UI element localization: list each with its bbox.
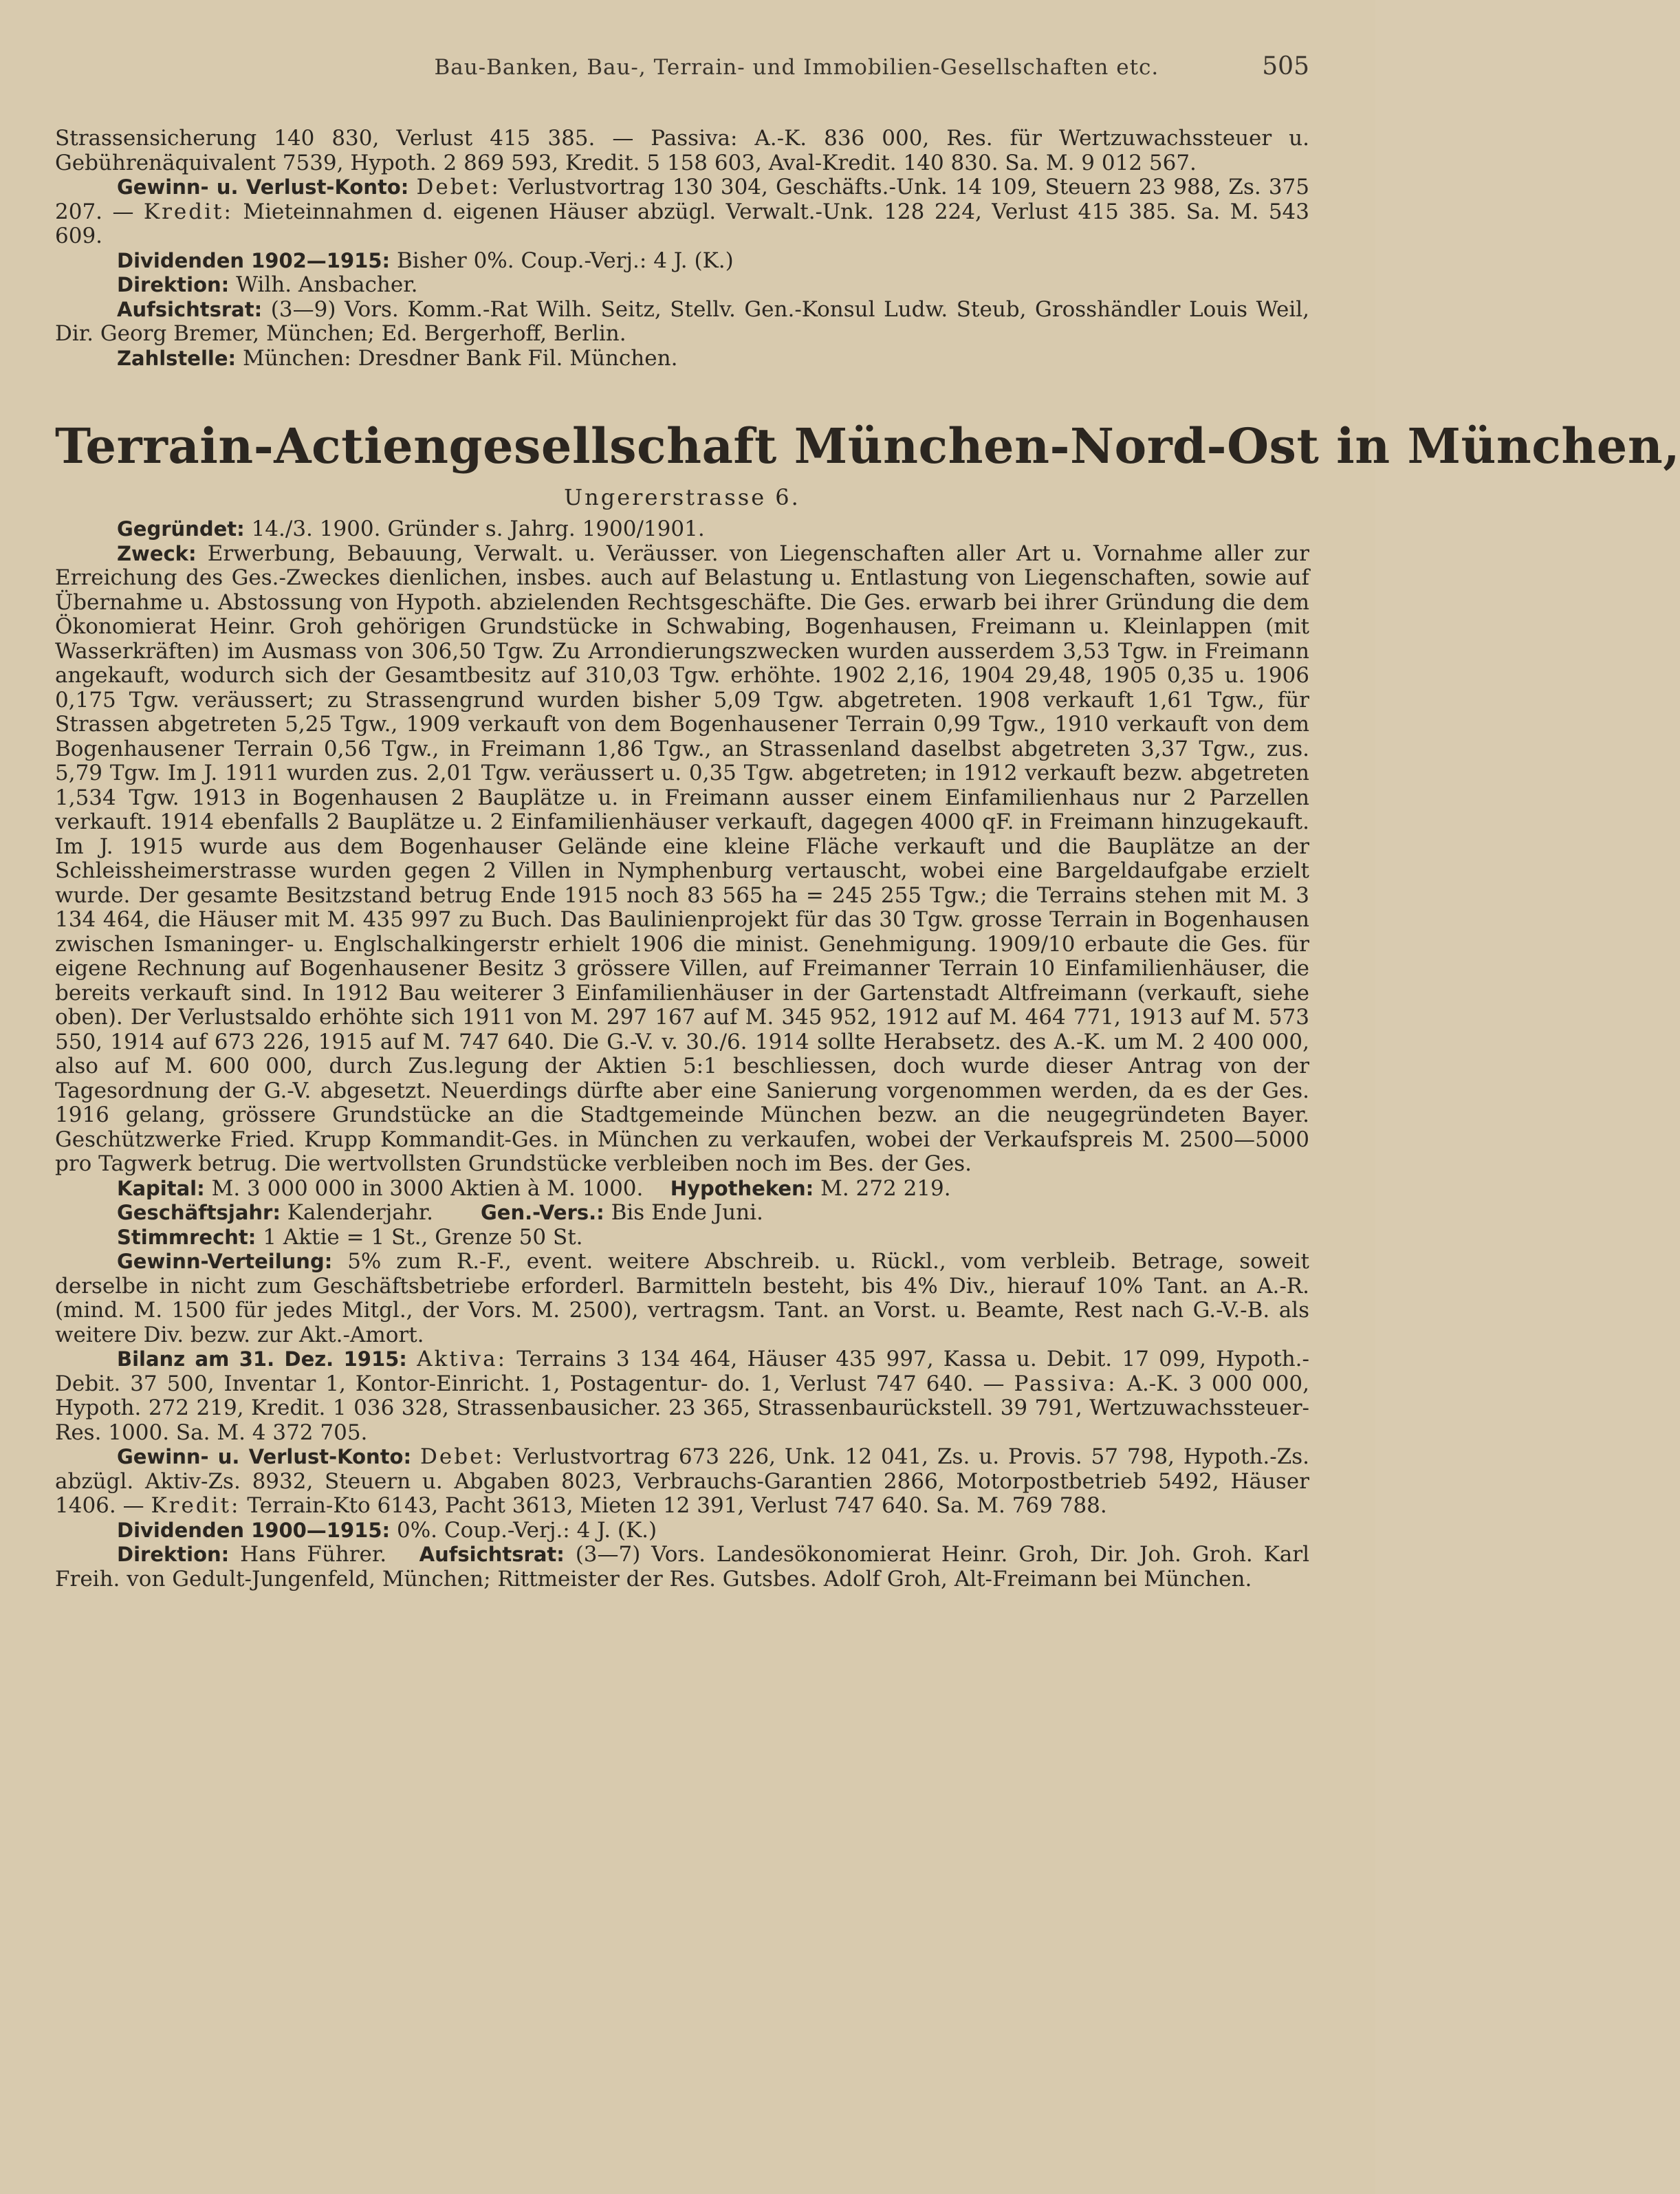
bilanz-passiva-text: A.-K. 3 000 000, Hypoth. 272 219, Kredit. 1 036 328, Strassenbausicher. 23 365, Strassenbaurückstell. 39 791, Wertzuwachssteuer-Res. 1000. Sa. M. 4 372 705. [55, 1371, 1309, 1445]
running-header [55, 52, 1309, 100]
dividenden-label: Dividenden 1900—1915: [117, 1518, 391, 1542]
zweck-paragraph [55, 542, 1309, 1177]
kapital-paragraph [55, 1177, 1309, 1202]
guv-label: Gewinn- u. Verlust-Konto: [117, 1445, 412, 1468]
running-title: Bau-Banken, Bau-, Terrain- und Immobilien-Gesellschaften etc. [434, 55, 1159, 80]
bilanz-label: Bilanz am 31. Dez. 1915: [117, 1347, 407, 1371]
prev-guv-debet: Debet: [416, 175, 501, 199]
bilanz-aktiva-label: Aktiva: [417, 1347, 508, 1371]
prev-dividenden-label: Dividenden 1902—1915: [117, 248, 391, 272]
prev-aufsichtsrat-paragraph [55, 298, 1309, 347]
guv-kredit-text: Terrain-Kto 6143, Pacht 3613, Mieten 12 391, Verlust 747 640. Sa. M. 769 788. [247, 1493, 1107, 1518]
page-number: 505 [1262, 52, 1309, 80]
aufsichtsrat-label: Aufsichtsrat: [419, 1543, 565, 1566]
company-address: Ungererstrasse 6. [564, 484, 800, 510]
bilanz-aktiva-text: Terrains 3 134 464, Häuser 435 997, Kassa u. Debit. 17 099, Hypoth.-Debit. 37 500, Inventar 1, Kontor-Einricht. 1, Postagentur- do. 1, Verlust 747 640. — [55, 1347, 1309, 1396]
guv-kredit-label: Kredit: [151, 1493, 241, 1518]
geschaeftsjahr-paragraph [55, 1201, 1309, 1226]
stimmrecht-paragraph [55, 1226, 1309, 1250]
prev-guv-text2: Mieteinnahmen d. eigenen Häuser abzügl. Verwalt.-Unk. 128 224, Verlust 415 385. Sa. M. 543 609. [55, 199, 1309, 248]
kapital-label: Kapital: [117, 1176, 205, 1200]
previous-entry-tail [55, 127, 1309, 371]
kapital-text: M. 3 000 000 in 3000 Aktien à M. 1000. [211, 1175, 644, 1201]
genvers-label: Gen.-Vers.: [480, 1201, 604, 1224]
dividenden-text: 0%. Coup.-Verj.: 4 J. (K.) [396, 1517, 657, 1543]
prev-zahlstelle-paragraph [55, 347, 1309, 371]
geschaeftsjahr-label: Geschäftsjahr: [117, 1201, 281, 1224]
direktion-text: Hans Führer. [240, 1542, 387, 1567]
gewinnverteilung-paragraph [55, 1250, 1309, 1347]
company-name-heading: Terrain-Actiengesellschaft München-Nord-Ost in München, [55, 417, 1680, 475]
direktion-aufsichtsrat-paragraph [55, 1543, 1309, 1592]
prev-guv-kredit: Kredit: [143, 199, 233, 224]
zweck-text: Erwerbung, Bebauung, Verwalt. u. Veräusser. von Liegenschaften aller Art u. Vornahme aller zur Erreichung des Ges.-Zweckes dienlichen, insbes. auch auf Belastung u. Entlastung von Liegenschaften, sowie auf Übernahme u. Abstossung von Hypoth. abzielenden Rechtsgeschäfte. Die Ges. erwarb bei ihrer Gründung die dem Ökonomierat Heinr. Groh gehörigen Grundstücke in Schwabing, Bogenhausen, Freimann u. Kleinlappen (mit Wasserkräften) im Ausmass von 306,50 Tgw. Zu Arrondierungszwecken wurden ausserdem 3,53 Tgw. in Freimann angekauft, wodurch sich der Gesamtbesitz auf 310,03 Tgw. erhöhte. 1902 2,16, 1904 29,48, 1905 0,35 u. 1906 0,175 Tgw. veräussert; zu Strassengrund wurden bisher 5,09 Tgw. abgetreten. 1908 verkauft 1,61 Tgw., für Strassen abgetreten 5,25 Tgw., 1909 verkauft von dem Bogenhausener Terrain 0,99 Tgw., 1910 verkauft von dem Bogenhausener Terrain 0,56 Tgw., in Freimann 1,86 Tgw., an Strassenland daselbst abgetreten 3,37 Tgw., zus. 5,79 Tgw. Im J. 1911 wurden zus. 2,01 Tgw. veräussert u. 0,35 Tgw. abgetreten; in 1912 verkauft bezw. abgetreten 1,534 Tgw. 1913 in Bogenhausen 2 Bauplätze u. in Freimann ausser einem Einfamilienhaus nur 2 Parzellen verkauft. 1914 ebenfalls 2 Bauplätze u. 2 Einfamilienhäuser verkauft, dagegen 4000 qF. in Freimann hinzugekauft. Im J. 1915 wurde aus dem Bogenhauser Gelände eine kleine Fläche verkauft und die Bauplätze an der Schleissheimerstrasse wurden gegen 2 Villen in Nymphenburg vertauscht, wobei eine Bargeldaufgabe erzielt wurde. Der gesamte Besitzstand betrug Ende 1915 noch 83 565 ha = 245 255 Tgw.; die Terrains stehen mit M. 3 134 464, die Häuser mit M. 435 997 zu Buch. Das Baulinienprojekt für das 30 Tgw. grosse Terrain in Bogenhausen zwischen Ismaninger- u. Englschalkingerstr erhielt 1906 die minist. Genehmigung. 1909/10 erbaute die Ges. für eigene Rechnung auf Bogenhausener Besitz 3 grössere Villen, auf Freimanner Terrain 10 Einfamilienhäuser, die bereits verkauft sind. In 1912 Bau weiterer 3 Einfamilienhäuser in der Gartenstadt Altfreimann (verkauft, siehe oben). Der Verlustsaldo erhöhte sich 1911 von M. 297 167 auf M. 345 952, 1912 auf M. 464 771, 1913 auf M. 573 550, 1914 auf 673 226, 1915 auf M. 747 640. Die G.-V. v. 30./6. 1914 sollte Herabsetz. des A.-K. um M. 2 400 000, also auf M. 600 000, durch Zus.legung der Aktien 5:1 beschliessen, doch wurde dieser Antrag von der Tagesordnung der G.-V. abgesetzt. Neuerdings dürfte aber eine Sanierung vorgenommen werden, da es der Ges. 1916 gelang, grössere Grundstücke an die Stadtgemeinde München bezw. an die neugegründeten Bayer. Geschützwerke Fried. Krupp Kommandit-Ges. in München zu verkaufen, wobei der Verkaufspreis M. 2500—5000 pro Tagwerk betrug. Die wertvollsten Grundstücke verbleiben noch im Bes. der Ges. [55, 541, 1309, 1176]
gegruendet-paragraph [55, 517, 1309, 542]
guv-debet-text: Verlustvortrag 673 226, Unk. 12 041, Zs. u. Provis. 57 798, Hypoth.-Zs. abzügl. Aktiv-Zs. 8932, Steuern u. Abgaben 8023, Verbrauchs-Garantien 2866, Motorpostbetrieb 5492, Häuser 1406. — [55, 1444, 1310, 1518]
prev-guv-label: Gewinn- u. Verlust-Konto: [117, 175, 409, 199]
prev-zahlstelle-label: Zahlstelle: [117, 346, 237, 370]
hypotheken-label: Hypotheken: [670, 1176, 814, 1200]
company-entry [55, 417, 1680, 1592]
guv-debet-label: Debet: [420, 1444, 505, 1469]
dividenden-paragraph [55, 1519, 1309, 1543]
bilanz-paragraph [55, 1347, 1309, 1445]
genvers-text: Bis Ende Juni. [611, 1200, 763, 1225]
prev-dividenden-text: Bisher 0%. Coup.-Verj.: 4 J. (K.) [396, 248, 734, 273]
stimmrecht-text: 1 Aktie = 1 St., Grenze 50 St. [263, 1224, 583, 1250]
stimmrecht-label: Stimmrecht: [117, 1225, 257, 1249]
aufsichtsrat-text: (3—7) Vors. Landesökonomierat Heinr. Groh, Dir. Joh. Groh. Karl Freih. von Gedult-Jungenfeld, München; Rittmeister der Res. Gutsbes. Adolf Groh, Alt-Freimann bei München. [55, 1542, 1309, 1592]
geschaeftsjahr-text: Kalenderjahr. [287, 1200, 433, 1225]
gegruendet-text: 14./3. 1900. Gründer s. Jahrg. 1900/1901. [251, 517, 705, 541]
prev-direktion-paragraph [55, 273, 1309, 298]
prev-dividenden-paragraph [55, 249, 1309, 274]
prev-aufsichtsrat-text: (3—9) Vors. Komm.-Rat Wilh. Seitz, Stellv. Gen.-Konsul Ludw. Steub, Grosshändler Louis Weil, Dir. Georg Bremer, München; Ed. Bergerhoff, Berlin. [55, 296, 1309, 346]
gegruendet-label: Gegründet: [117, 517, 245, 541]
direktion-label: Direktion: [117, 1543, 230, 1566]
zweck-label: Zweck: [117, 541, 197, 565]
prev-bilanz-tail: Strassensicherung 140 830, Verlust 415 385. — Passiva: A.-K. 836 000, Res. für Wertzuwachssteuer u. Gebührenäquivalent 7539, Hypoth. 2 869 593, Kredit. 5 158 603, Aval-Kredit. 140 830. Sa. M. 9 012 567. [55, 126, 1309, 175]
hypotheken-text: M. 272 219. [820, 1175, 951, 1201]
prev-guv-text1: Verlustvortrag 130 304, Geschäfts.-Unk. 14 109, Steuern 23 988, Zs. 375 207. — [55, 175, 1309, 224]
prev-direktion-text: Wilh. Ansbacher. [236, 272, 418, 297]
bilanz-passiva-label: Passiva: [1014, 1371, 1117, 1396]
gewinnverteilung-text: 5% zum R.-F., event. weitere Abschreib. u. Rückl., vom verbleib. Betrage, soweit derselbe in nicht zum Geschäftsbetriebe erforderl. Barmitteln besteht, bis 4% Div., hierauf 10% Tant. an A.-R. (mind. M. 1500 für jedes Mitgl., der Vors. M. 2500), vertragsm. Tant. an Vorst. u. Beamte, Rest nach G.-V.-B. als weitere Div. bezw. zur Akt.-Amort. [55, 1249, 1309, 1347]
prev-zahlstelle-text: München: Dresdner Bank Fil. München. [242, 345, 678, 371]
prev-direktion-label: Direktion: [117, 273, 230, 296]
prev-guv-paragraph [55, 175, 1309, 249]
prev-aufsichtsrat-label: Aufsichtsrat: [117, 297, 263, 321]
guv-paragraph [55, 1445, 1309, 1519]
gewinnverteilung-label: Gewinn-Verteilung: [117, 1250, 333, 1273]
